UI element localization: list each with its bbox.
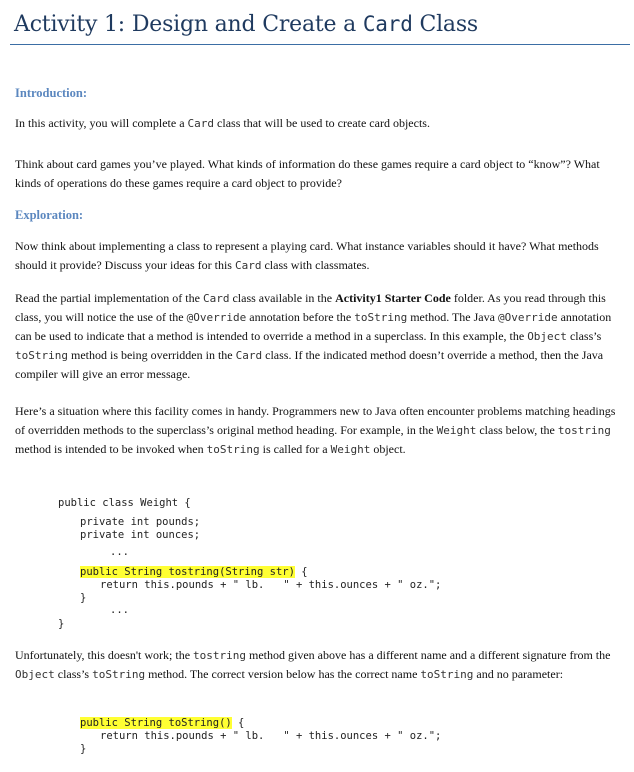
- code-line: return this.pounds + " lb. " + this.ounces + " oz.";: [100, 579, 442, 591]
- inline-code: toString: [92, 668, 146, 681]
- inline-code: Weight: [330, 443, 371, 456]
- inline-code: Object: [527, 330, 567, 343]
- highlighted-code: public String toString(): [80, 717, 232, 729]
- text: Unfortunately, this doesn't work; the: [15, 648, 194, 662]
- bold-text: Activity1 Starter Code: [335, 291, 451, 305]
- inline-code: @Override: [497, 311, 558, 324]
- code-line: private int ounces;: [80, 529, 201, 541]
- text: annotation before the: [246, 310, 355, 324]
- exploration-paragraph-3: [15, 402, 620, 459]
- text: In this activity, you will complete a: [15, 116, 188, 130]
- exploration-paragraph-2: [15, 289, 620, 384]
- inline-code: Card: [202, 292, 230, 305]
- text: Here’s a situation where this facility comes in handy. Programmers new to Java often encounter problems matching headings of overridden methods to the superclass’s original method heading. For example, in the: [15, 404, 616, 437]
- inline-code: Card: [234, 259, 262, 272]
- title-code: Card: [362, 12, 413, 36]
- code-line: ...: [110, 604, 129, 616]
- text: class with classmates.: [261, 258, 370, 272]
- title-bar: [10, 8, 630, 45]
- code-line: }: [58, 618, 65, 630]
- inline-code: toString: [420, 668, 474, 681]
- inline-code: toString: [206, 443, 260, 456]
- code-line: }: [80, 592, 87, 604]
- text: class’s: [566, 329, 602, 343]
- inline-code: tostring: [193, 649, 247, 662]
- title-prefix: Activity 1: Design and Create a: [14, 12, 357, 37]
- code-line: public class Weight {: [58, 497, 191, 509]
- text: class below, the: [476, 423, 558, 437]
- inline-code: tostring: [557, 424, 611, 437]
- text: method is intended to be invoked when: [15, 442, 207, 456]
- text: class. If the indicated method doesn’t override a method, then the Java compiler will give an error message.: [15, 348, 604, 381]
- code-text: {: [294, 566, 308, 578]
- intro-paragraph-1: [15, 114, 620, 133]
- text: and no parameter:: [473, 667, 564, 681]
- text: Now think about implementing a class to represent a playing card. What instance variables should it have? What methods should it provide? Discuss your ideas for this: [15, 239, 599, 272]
- text: class’s: [54, 667, 93, 681]
- after-paragraph: [15, 646, 620, 684]
- inline-code: @Override: [186, 311, 247, 324]
- introduction-heading: Introduction:: [15, 86, 88, 100]
- inline-code: Card: [187, 117, 215, 130]
- title-suffix: Class: [419, 12, 479, 37]
- inline-code: Card: [235, 349, 263, 362]
- code-line: [80, 566, 308, 579]
- code-line: [80, 717, 244, 730]
- text: method. The correct version below has the correct name: [145, 667, 421, 681]
- code-line: ...: [110, 546, 129, 558]
- text: class that will be used to create card objects.: [214, 116, 430, 130]
- code-line: private int pounds;: [80, 516, 201, 528]
- text: Read the partial implementation of the: [15, 291, 203, 305]
- code-text: {: [231, 717, 245, 729]
- exploration-heading: Exploration:: [15, 208, 84, 222]
- text: is called for a: [259, 442, 331, 456]
- text: method given above has a different name and a different signature from the: [246, 648, 611, 662]
- text: method. The Java: [407, 310, 498, 324]
- exploration-paragraph-1: [15, 237, 620, 275]
- intro-paragraph-2: Think about card games you’ve played. What kinds of information do these games require a card object to “know”? What kinds of operations do these games require a card object to provide?: [15, 157, 600, 190]
- inline-code: toString: [15, 349, 68, 362]
- inline-code: Object: [15, 668, 55, 681]
- code-line: return this.pounds + " lb. " + this.ounces + " oz.";: [100, 730, 442, 742]
- inline-code: toString: [354, 311, 408, 324]
- text: folder. As you read through this class, you will notice the use of the: [15, 291, 606, 324]
- highlighted-code: public String tostring(String str): [80, 566, 295, 578]
- text: method is being overridden in the: [67, 348, 236, 362]
- text: class available in the: [229, 291, 336, 305]
- code-line: }: [80, 743, 87, 755]
- text: object.: [370, 442, 406, 456]
- inline-code: Weight: [436, 424, 477, 437]
- text: annotation can be used to indicate that a method is intended to override a method in a superclass. In this example, the: [15, 310, 612, 343]
- page-title: [14, 12, 478, 37]
